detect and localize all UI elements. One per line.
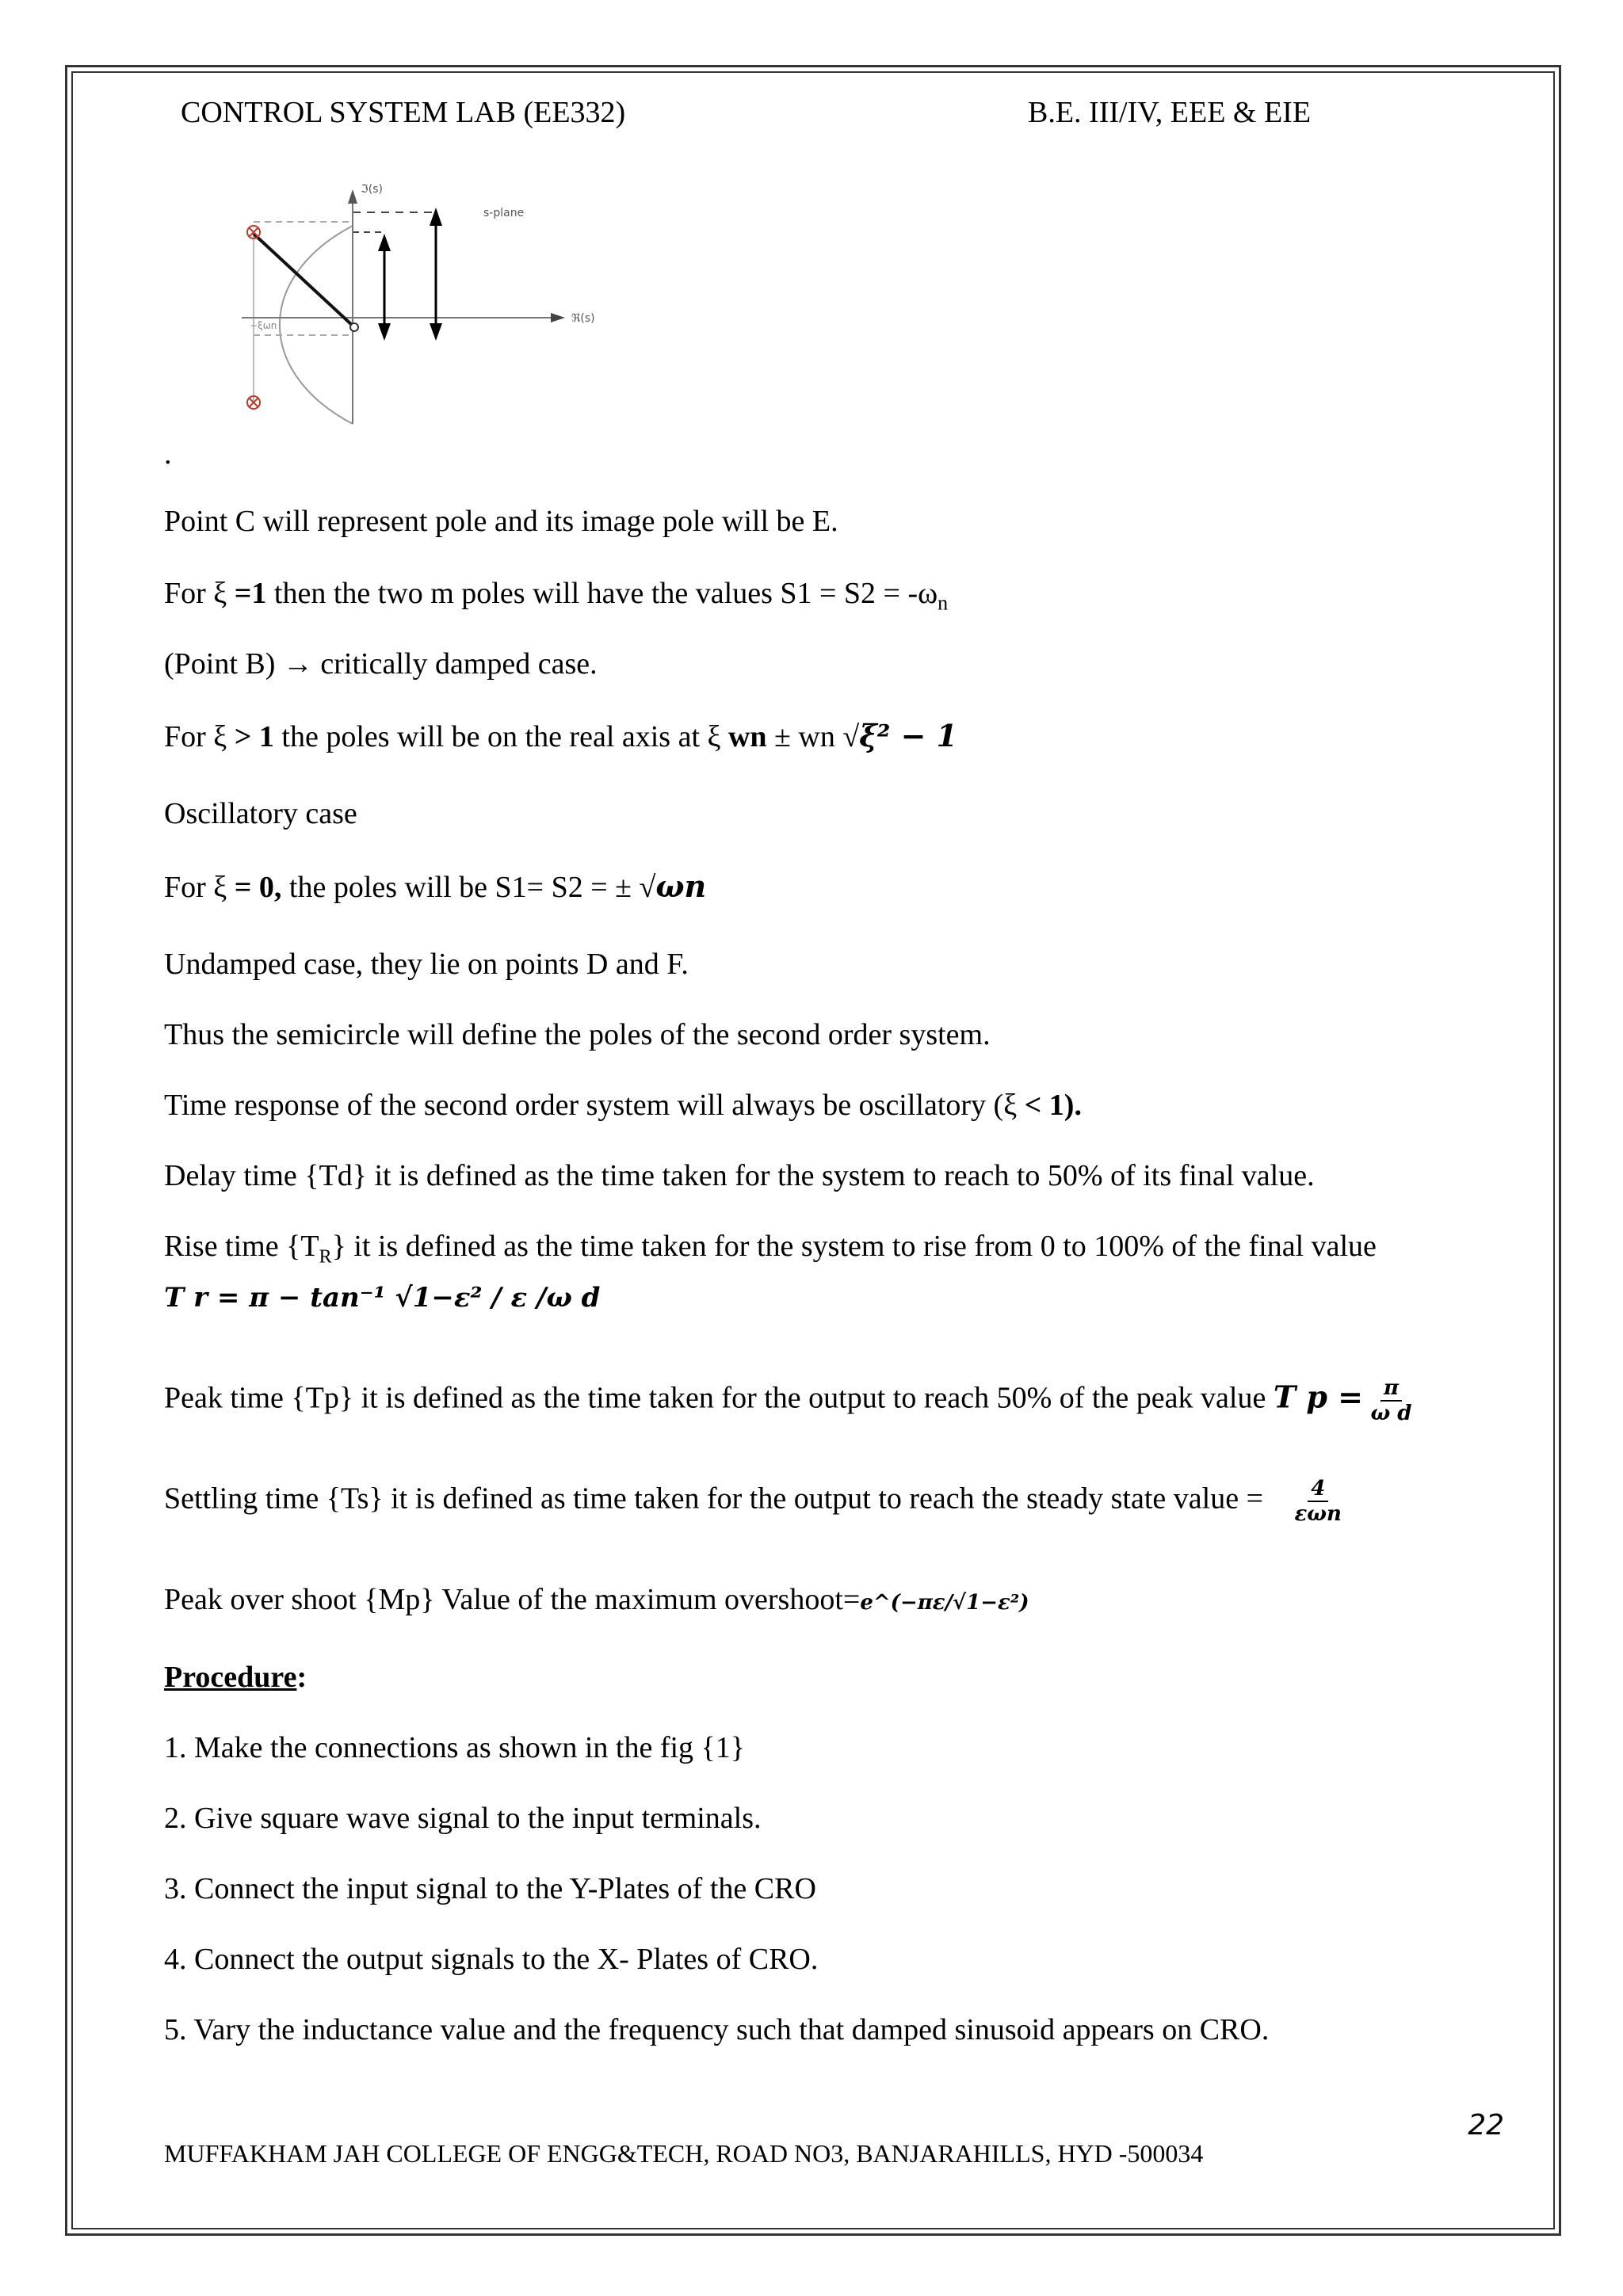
s-plane-figure [170, 178, 630, 432]
rise-time-formula: T r = π − tan⁻¹ √1−ε² / ε /ω d [164, 1282, 601, 1314]
fraction-denominator: εωn [1294, 1502, 1342, 1526]
text-line-delay-time: Delay time {Td} it is defined as the time taken for the system to reach to 50% of its final value. [164, 1159, 1315, 1192]
procedure-heading [164, 1659, 307, 1695]
text-span: Settling time {Ts} it is defined as time taken for the output to reach the steady state value = [164, 1482, 1271, 1516]
text-span: } it is defined as the time taken for the system to rise from 0 to 100% of the final value [331, 1230, 1377, 1263]
procedure-step: 3. Connect the input signal to the Y-Plates of the CRO [164, 1872, 816, 1905]
page-number: 22 [1468, 2109, 1504, 2142]
text-bold: > 1 [234, 720, 274, 753]
text-line-5: Oscillatory case [164, 797, 357, 830]
procedure-heading-text: Procedure [164, 1661, 297, 1694]
text-bold: < 1). [1024, 1089, 1082, 1122]
text-line-2 [164, 575, 948, 622]
fraction-denominator: ω d [1370, 1402, 1412, 1425]
text-bold: : [296, 1661, 307, 1694]
math-expression: ξ² − 1 [859, 718, 958, 753]
text-line-overshoot [164, 1581, 1029, 1621]
real-axis-label: ℜ(s) [571, 312, 595, 325]
text-span: For ξ [164, 871, 235, 904]
footer-college-address: MUFFAKHAM JAH COLLEGE OF ENGG&TECH, ROAD NO3, BANJARAHILLS, HYD -500034 [164, 2139, 1204, 2168]
text-line-rise-time [164, 1228, 1377, 1276]
text-span: Time response of the second order system will always be oscillatory (ξ [164, 1089, 1025, 1122]
math-expression: ωn [655, 868, 707, 904]
math-expression: T p = [1273, 1379, 1363, 1415]
pole-radius-line [254, 234, 353, 326]
procedure-step: 1. Make the connections as shown in the fig {1} [164, 1731, 746, 1764]
peak-time-fraction [1370, 1376, 1411, 1425]
header-program: B.E. III/IV, EEE & EIE [1028, 96, 1312, 129]
text-span: For ξ [164, 720, 235, 753]
imag-axis-label: ℑ(s) [361, 183, 383, 196]
s-plane-label: s-plane [483, 207, 525, 219]
settling-time-fraction [1295, 1477, 1342, 1526]
text-span: the poles will be on the real axis at ξ [273, 720, 728, 753]
subscript: R [319, 1246, 332, 1268]
fraction-numerator: 4 [1308, 1477, 1328, 1502]
text-line-9 [164, 1087, 1082, 1123]
text-bold: wn [727, 720, 767, 753]
text-line-3: (Point B) → critically damped case. [164, 647, 598, 681]
math-expression: e^(−πε/√1−ε²) [860, 1591, 1029, 1615]
text-line-6 [164, 868, 706, 906]
neg-xi-omega-label: −ξωn [250, 320, 277, 331]
arrow-omega-n-bottom [430, 323, 442, 341]
stray-dot: . [164, 437, 172, 471]
procedure-step: 4. Connect the output signals to the X- Plates of CRO. [164, 1943, 819, 1976]
text-span: ± wn √ [766, 720, 860, 753]
text-line-4 [164, 718, 957, 755]
text-bold: = 0, [234, 871, 282, 904]
procedure-step: 5. Vary the inductance value and the frequency such that damped sinusoid appears on CRO. [164, 2013, 1270, 2046]
semicircle-arc [280, 226, 353, 424]
text-span: Peak time {Tp} it is defined as the time taken for the output to reach 50% of the peak value [164, 1381, 1274, 1415]
text-line-peak-time [164, 1376, 1411, 1425]
text-line-8: Thus the semicircle will define the poles of the second order system. [164, 1018, 991, 1051]
text-span: the poles will be S1= S2 = ± √ [281, 871, 656, 904]
text-line-1: Point C will represent pole and its image pole will be E. [164, 505, 838, 538]
real-axis-arrow [551, 313, 565, 322]
text-bold: =1 [234, 577, 267, 610]
text-span: Peak over shoot {Mp} Value of the maximum overshoot= [164, 1583, 861, 1616]
text-span: For ξ [164, 577, 235, 610]
arrow-omega-d-bottom [378, 323, 391, 341]
origin-marker [350, 323, 358, 331]
text-line-settling-time [164, 1477, 1342, 1526]
procedure-step: 2. Give square wave signal to the input terminals. [164, 1802, 762, 1835]
arrow-omega-n-top [430, 208, 442, 226]
text-line-7: Undamped case, they lie on points D and F. [164, 948, 689, 981]
fraction-numerator: π [1381, 1376, 1402, 1402]
text-span: Rise time {T [164, 1230, 319, 1263]
arrow-omega-d-top [378, 234, 391, 251]
subscript: n [938, 591, 949, 615]
header-course-title: CONTROL SYSTEM LAB (EE332) [181, 96, 626, 129]
text-span: then the two m poles will have the values S1 = S2 = -ω [266, 577, 938, 610]
imag-axis-arrow [348, 189, 357, 204]
